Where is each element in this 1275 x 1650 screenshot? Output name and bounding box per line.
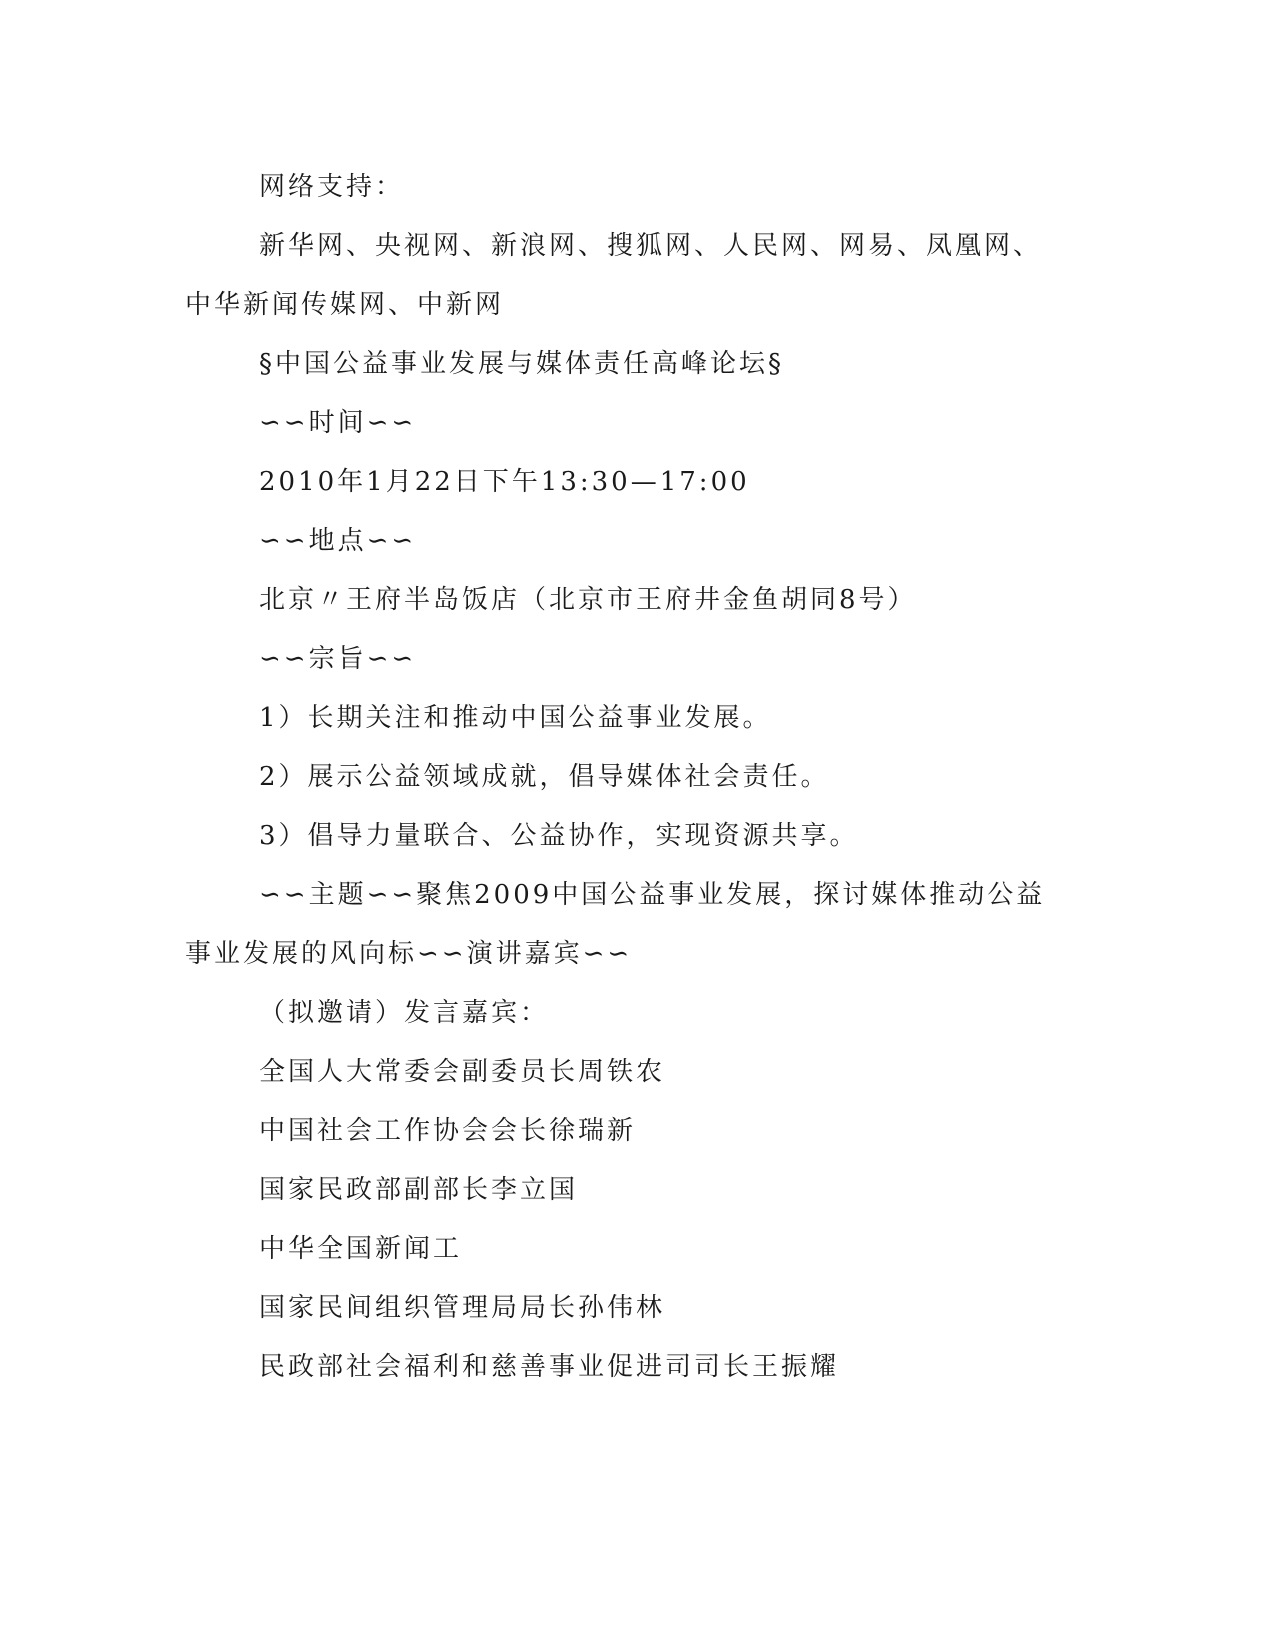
guests-heading: （拟邀请）发言嘉宾： — [259, 998, 550, 1028]
location-value: 北京〃王府半岛饭店（北京市王府井金鱼胡同8号） — [259, 585, 917, 615]
guest-item: 民政部社会福利和慈善事业促进司司长王振耀 — [259, 1352, 840, 1382]
location-heading: ∽∽地点∽∽ — [259, 526, 417, 556]
purpose-item-1: 1）长期关注和推动中国公益事业发展。 — [259, 703, 772, 733]
time-value: 2010年1月22日下午13:30—17:00 — [259, 467, 750, 497]
document-body — [185, 158, 1065, 1397]
time-heading: ∽∽时间∽∽ — [259, 408, 417, 438]
purpose-item-3: 3）倡导力量联合、公益协作，实现资源共享。 — [259, 821, 859, 851]
guest-item: 中华全国新闻工 — [259, 1234, 463, 1264]
guest-item: 全国人大常委会副委员长周铁农 — [259, 1057, 666, 1087]
guest-item: 中国社会工作协会会长徐瑞新 — [259, 1116, 637, 1146]
purpose-heading: ∽∽宗旨∽∽ — [259, 644, 417, 674]
purpose-item-2: 2）展示公益领域成就，倡导媒体社会责任。 — [259, 762, 830, 792]
network-support-heading: 网络支持： — [259, 172, 405, 202]
network-support-list: 新华网、央视网、新浪网、搜狐网、人民网、网易、凤凰网、中华新闻传媒网、中新网 — [185, 231, 1043, 320]
forum-title: §中国公益事业发展与媒体责任高峰论坛§ — [259, 349, 785, 379]
guest-item: 国家民间组织管理局局长孙伟林 — [259, 1293, 666, 1323]
guest-item: 国家民政部副部长李立国 — [259, 1175, 579, 1205]
theme-paragraph: ∽∽主题∽∽聚焦2009中国公益事业发展，探讨媒体推动公益事业发展的风向标∽∽演讲嘉宾∽∽ — [185, 880, 1046, 969]
